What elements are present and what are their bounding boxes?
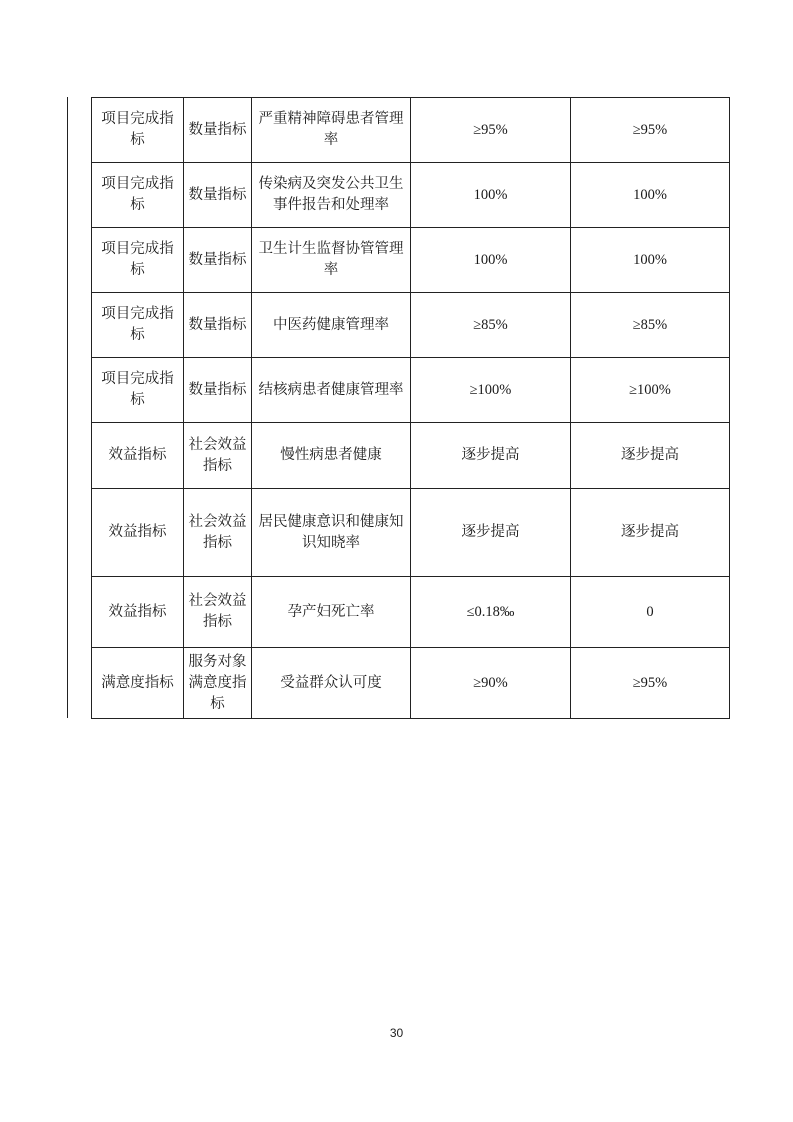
indicator-name-cell: 居民健康意识和健康知识知晓率 xyxy=(252,489,411,577)
level2-indicator-cell: 社会效益指标 xyxy=(184,489,252,577)
level1-indicator-cell: 项目完成指标 xyxy=(92,228,184,293)
target-value-cell: ≥85% xyxy=(411,293,571,358)
level2-indicator-cell: 数量指标 xyxy=(184,98,252,163)
target-value-cell: 逐步提高 xyxy=(411,489,571,577)
indicator-name-cell: 传染病及突发公共卫生事件报告和处理率 xyxy=(252,163,411,228)
indicator-name-cell: 孕产妇死亡率 xyxy=(252,577,411,648)
level2-indicator-cell: 社会效益指标 xyxy=(184,423,252,489)
indicator-name-cell: 结核病患者健康管理率 xyxy=(252,358,411,423)
actual-value-cell: ≥95% xyxy=(571,98,730,163)
actual-value-cell: ≥95% xyxy=(571,648,730,719)
level1-indicator-cell: 项目完成指标 xyxy=(92,358,184,423)
level1-indicator-cell: 满意度指标 xyxy=(92,648,184,719)
level1-indicator-cell: 效益指标 xyxy=(92,423,184,489)
table-row xyxy=(92,163,730,228)
target-value-cell: ≤0.18‰ xyxy=(411,577,571,648)
level2-indicator-cell: 社会效益指标 xyxy=(184,577,252,648)
level1-indicator-cell: 项目完成指标 xyxy=(92,98,184,163)
level1-indicator-cell: 效益指标 xyxy=(92,489,184,577)
level1-indicator-cell: 项目完成指标 xyxy=(92,163,184,228)
actual-value-cell: ≥85% xyxy=(571,293,730,358)
actual-value-cell: 0 xyxy=(571,577,730,648)
target-value-cell: ≥95% xyxy=(411,98,571,163)
indicator-name-cell: 慢性病患者健康 xyxy=(252,423,411,489)
indicator-name-cell: 严重精神障碍患者管理率 xyxy=(252,98,411,163)
performance-indicator-table xyxy=(91,97,730,719)
actual-value-cell: ≥100% xyxy=(571,358,730,423)
table-row xyxy=(92,98,730,163)
table-row xyxy=(92,489,730,577)
indicator-name-cell: 受益群众认可度 xyxy=(252,648,411,719)
level1-indicator-cell: 效益指标 xyxy=(92,577,184,648)
target-value-cell: 100% xyxy=(411,228,571,293)
level2-indicator-cell: 数量指标 xyxy=(184,293,252,358)
table-row xyxy=(92,577,730,648)
level2-indicator-cell: 数量指标 xyxy=(184,163,252,228)
table-row xyxy=(92,423,730,489)
level1-indicator-cell: 项目完成指标 xyxy=(92,293,184,358)
table-row xyxy=(92,228,730,293)
left-margin-rule xyxy=(67,97,68,718)
target-value-cell: 逐步提高 xyxy=(411,423,571,489)
level2-indicator-cell: 数量指标 xyxy=(184,228,252,293)
actual-value-cell: 100% xyxy=(571,228,730,293)
target-value-cell: ≥90% xyxy=(411,648,571,719)
level2-indicator-cell: 服务对象满意度指标 xyxy=(184,648,252,719)
actual-value-cell: 逐步提高 xyxy=(571,489,730,577)
table-row xyxy=(92,648,730,719)
target-value-cell: 100% xyxy=(411,163,571,228)
level2-indicator-cell: 数量指标 xyxy=(184,358,252,423)
actual-value-cell: 逐步提高 xyxy=(571,423,730,489)
table-row xyxy=(92,293,730,358)
indicator-name-cell: 卫生计生监督协管管理率 xyxy=(252,228,411,293)
target-value-cell: ≥100% xyxy=(411,358,571,423)
page-number: 30 xyxy=(389,1026,404,1040)
table-row xyxy=(92,358,730,423)
actual-value-cell: 100% xyxy=(571,163,730,228)
indicator-name-cell: 中医药健康管理率 xyxy=(252,293,411,358)
